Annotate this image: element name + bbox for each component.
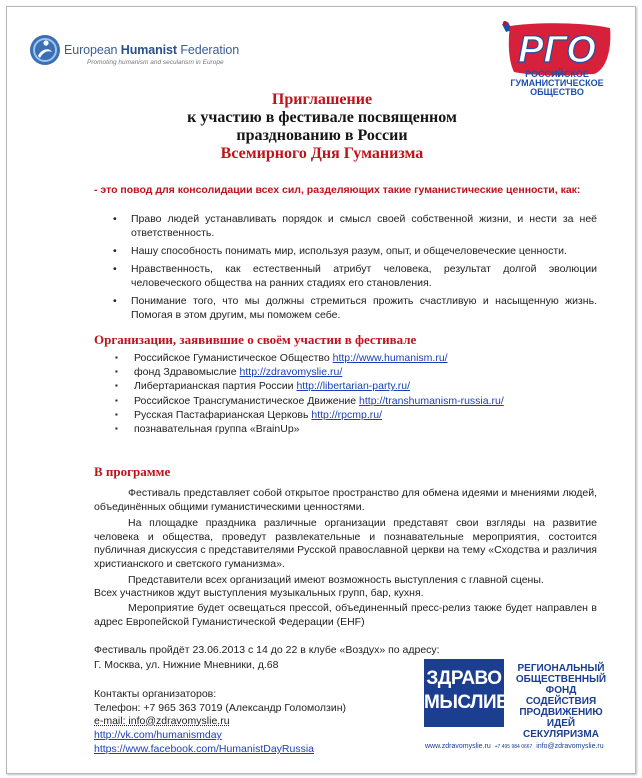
list-item: ▪ фонд Здравомыслие http://zdravomyslie.ru/ (113, 365, 504, 379)
list-item: ▪ Российское Гуманистическое Общество http://www.humanism.ru/ (113, 351, 504, 365)
facebook-link[interactable]: https://www.facebook.com/HumanistDayRussia (94, 743, 315, 755)
orgs-list (113, 351, 504, 436)
fund-description: РЕГИОНАЛЬНЫЙ ОБЩЕСТВЕННЫЙ ФОНД СОДЕЙСТВИЯ ПРОДВИЖЕНИЮ ИДЕЙ СЕКУЛЯРИЗМА (515, 663, 607, 740)
values-list (109, 212, 597, 326)
list-item: • Понимание того, что мы должны стремиться прожить счастливую и насыщенную жизнь. Помогая в этом другим, мы поможем себе. (109, 294, 597, 322)
org-link[interactable]: http://rpcmp.ru/ (311, 408, 382, 421)
list-item: ▪ Русская Пастафарианская Церковь http://rpcmp.ru/ (113, 408, 504, 422)
list-item: ▪ познавательная группа «BrainUp» (113, 422, 504, 436)
rgo-line3: ОБЩЕСТВО (530, 87, 584, 97)
zdravo-logo-line2: МЫСЛИЕ (424, 692, 509, 713)
program-paragraph: На площадке праздника различные организации представят свои взгляды на развитие человека и общества, проведут развлекательные и познавательные мероприятия, состоится публичная дискуссия с представителями Русской православной церкви на тему «Сходства и различия христианского и светского гуманизма». (94, 517, 597, 570)
list-item: ▪ Либертарианская партия России http://libertarian-party.ru/ (113, 379, 504, 393)
event-date-line: Фестиваль пройдёт 23.06.2013 с 14 до 22 в клубе «Воздух» по адресу: (94, 644, 440, 656)
ehf-emblem-icon (29, 34, 61, 66)
rgo-logo (494, 20, 620, 102)
title-line2: к участию в фестивале посвященном (187, 109, 457, 126)
ehf-tagline: Promoting humanism and secularism in Europe (87, 59, 224, 66)
ehf-logo (29, 34, 244, 74)
lead-text: - это повод для консолидации всех сил, разделяющих такие гуманистические ценности, как: (94, 184, 581, 196)
org-link[interactable]: http://transhumanism-russia.ru/ (359, 394, 504, 407)
program-paragraph: Мероприятие будет освещаться прессой, объединенный пресс-релиз также будет направлен в адрес Европейской Гуманистической Федерации (EHF) (94, 602, 597, 628)
list-item: • Нашу способность понимать мир, используя разум, опыт, и общечеловеческие ценности. (109, 244, 597, 258)
event-address-line: Г. Москва, ул. Нижние Мневники, д.68 (94, 659, 279, 671)
vk-link[interactable]: http://vk.com/humanismday (94, 729, 222, 741)
list-item: • Нравственность, как естественный атрибут человека, результат долгой эволюции человеческого общества на ранних стадиях его становления. (109, 262, 597, 290)
org-link[interactable]: http://libertarian-party.ru/ (296, 380, 411, 393)
orgs-heading: Организации, заявившие о своём участии в фестивале (94, 332, 417, 347)
org-link[interactable]: http://www.humanism.ru/ (332, 352, 448, 364)
zdravo-logo-line1: ЗДРАВО (426, 668, 502, 689)
list-item: ▪ Российское Трансгуманистическое Движение http://transhumanism-russia.ru/ (113, 394, 504, 408)
rgo-mark-icon (494, 20, 620, 76)
document-page (6, 6, 636, 774)
rgo-line1: РОССИЙСКОЕ (525, 69, 589, 79)
program-paragraph: Представители всех организаций имеют возможность выступления с главной сцены. (128, 574, 544, 586)
list-item: • Право людей устанавливать порядок и смысл своей собственной жизни, и нести за неё ответственность. (109, 212, 597, 240)
zdravomyslie-logo (424, 659, 509, 727)
program-paragraph: Всех участников ждут выступления музыкальных групп, бар, кухня. (94, 587, 424, 599)
ehf-name: European Humanist Federation (64, 43, 240, 57)
svg-text:РГО: РГО (518, 29, 596, 71)
contacts-heading: Контакты организаторов: (94, 688, 217, 700)
title-line4: Всемирного Дня Гуманизма (220, 145, 424, 162)
program-heading: В программе (94, 464, 171, 479)
program-paragraph: Фестиваль представляет собой открытое пространство для обмена идеями и мнениями людей, объединённых общими гуманистическими ценностями. (94, 487, 597, 513)
contacts-email: e-mail: info@zdravomyslie.ru (94, 715, 230, 727)
fund-footer: www.zdravomyslie.ru +7 495 984 0667 info@zdravomyslie.ru (425, 743, 604, 750)
rgo-line2: ГУМАНИСТИЧЕСКОЕ (510, 78, 604, 88)
title-line1: Приглашение (271, 91, 373, 108)
contacts-phone: Телефон: +7 965 363 7019 (Александр Голомолзин) (94, 702, 346, 714)
title-line3: празднованию в России (236, 127, 408, 144)
org-link[interactable]: http://zdravomyslie.ru/ (239, 366, 343, 379)
